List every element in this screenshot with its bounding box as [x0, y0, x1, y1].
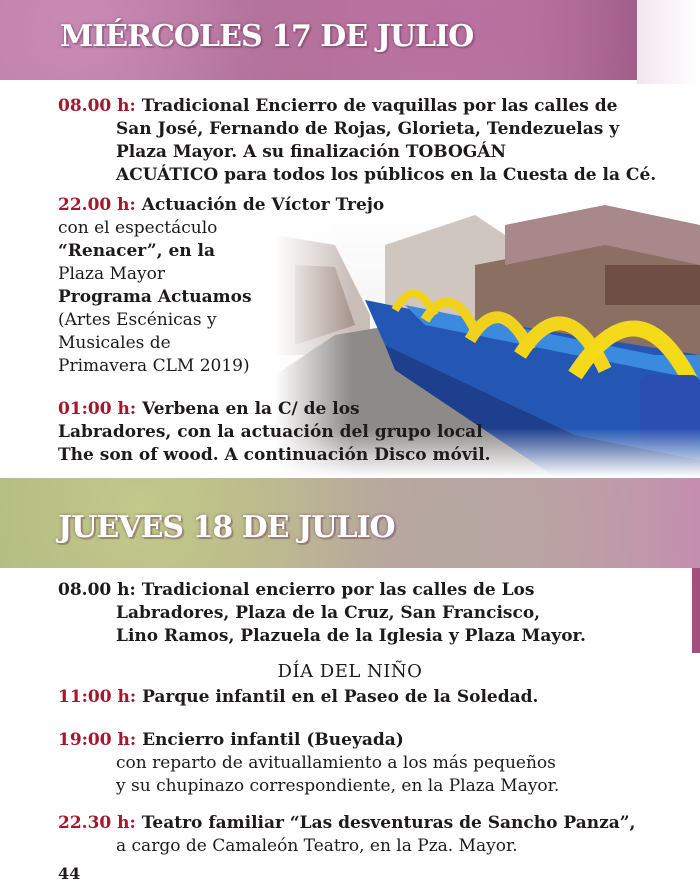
event-time: 22.00 h: — [58, 195, 136, 215]
day1-title: MIÉRCOLES 17 DE JULIO — [60, 18, 474, 54]
event-line: Lino Ramos, Plazuela de la Iglesia y Plaza Mayor. — [116, 626, 586, 646]
event-line: Primavera CLM 2019) — [58, 356, 250, 376]
page-number: 44 — [58, 864, 81, 883]
event-time: 11:00 h: — [58, 687, 137, 707]
event-5 — [58, 686, 538, 709]
event-line: y su chupinazo correspondiente, en la Plaza Mayor. — [116, 776, 560, 796]
event-line: San José, Fernando de Rojas, Glorieta, Tendezuelas y — [116, 119, 620, 139]
event-line: (Artes Escénicas y — [58, 310, 217, 330]
day2-banner — [0, 478, 700, 568]
event-line: Verbena en la C/ de los — [142, 399, 360, 419]
event-4 — [58, 579, 586, 648]
event-line: con el espectáculo — [58, 218, 218, 238]
event-line: Encierro infantil (Bueyada) — [142, 730, 404, 750]
event-line: “Renacer”, en la — [58, 241, 216, 261]
event-line: Labradores, Plaza de la Cruz, San Francisco, — [116, 603, 541, 623]
event-line: ACUÁTICO para todos los públicos en la Cuesta de la Cé. — [116, 165, 657, 185]
day2-title: JUEVES 18 DE JULIO — [58, 509, 395, 545]
event-time: 01:00 h: — [58, 399, 137, 419]
day1-banner — [0, 0, 637, 80]
event-line: a cargo de Camaleón Teatro, en la Pza. Mayor. — [116, 836, 518, 856]
event-line: Labradores, con la actuación del grupo local — [58, 422, 483, 442]
event-2 — [58, 194, 384, 378]
event-line: Actuación de Víctor Trejo — [141, 195, 385, 215]
banner-edge — [637, 0, 700, 84]
event-line: Teatro familiar “Las desventuras de Sancho Panza”, — [141, 813, 636, 833]
event-6 — [58, 729, 559, 798]
event-line: Parque infantil en el Paseo de la Soledad. — [142, 687, 539, 707]
event-1 — [58, 95, 656, 187]
event-line: The son of wood. A continuación Disco móvil. — [58, 445, 491, 465]
event-7 — [58, 812, 635, 858]
event-time: 08.00 h: — [58, 96, 136, 116]
event-line: con reparto de avituallamiento a los más pequeños — [116, 753, 556, 773]
event-line: Programa Actuamos — [58, 287, 252, 307]
event-time: 22.30 h: — [58, 813, 136, 833]
event-time: 08.00 h: — [58, 580, 136, 600]
event-line: Plaza Mayor. A su finalización TOBOGÁN — [116, 142, 507, 162]
event-time: 19:00 h: — [58, 730, 137, 750]
event-line: Musicales de — [58, 333, 171, 353]
event-line: Tradicional encierro por las calles de Los — [141, 580, 535, 600]
section-heading: DÍA DEL NIÑO — [277, 661, 423, 682]
event-3 — [58, 398, 491, 467]
side-stripe — [692, 568, 700, 653]
event-line: Tradicional Encierro de vaquillas por las calles de — [141, 96, 618, 116]
event-line: Plaza Mayor — [58, 264, 166, 284]
